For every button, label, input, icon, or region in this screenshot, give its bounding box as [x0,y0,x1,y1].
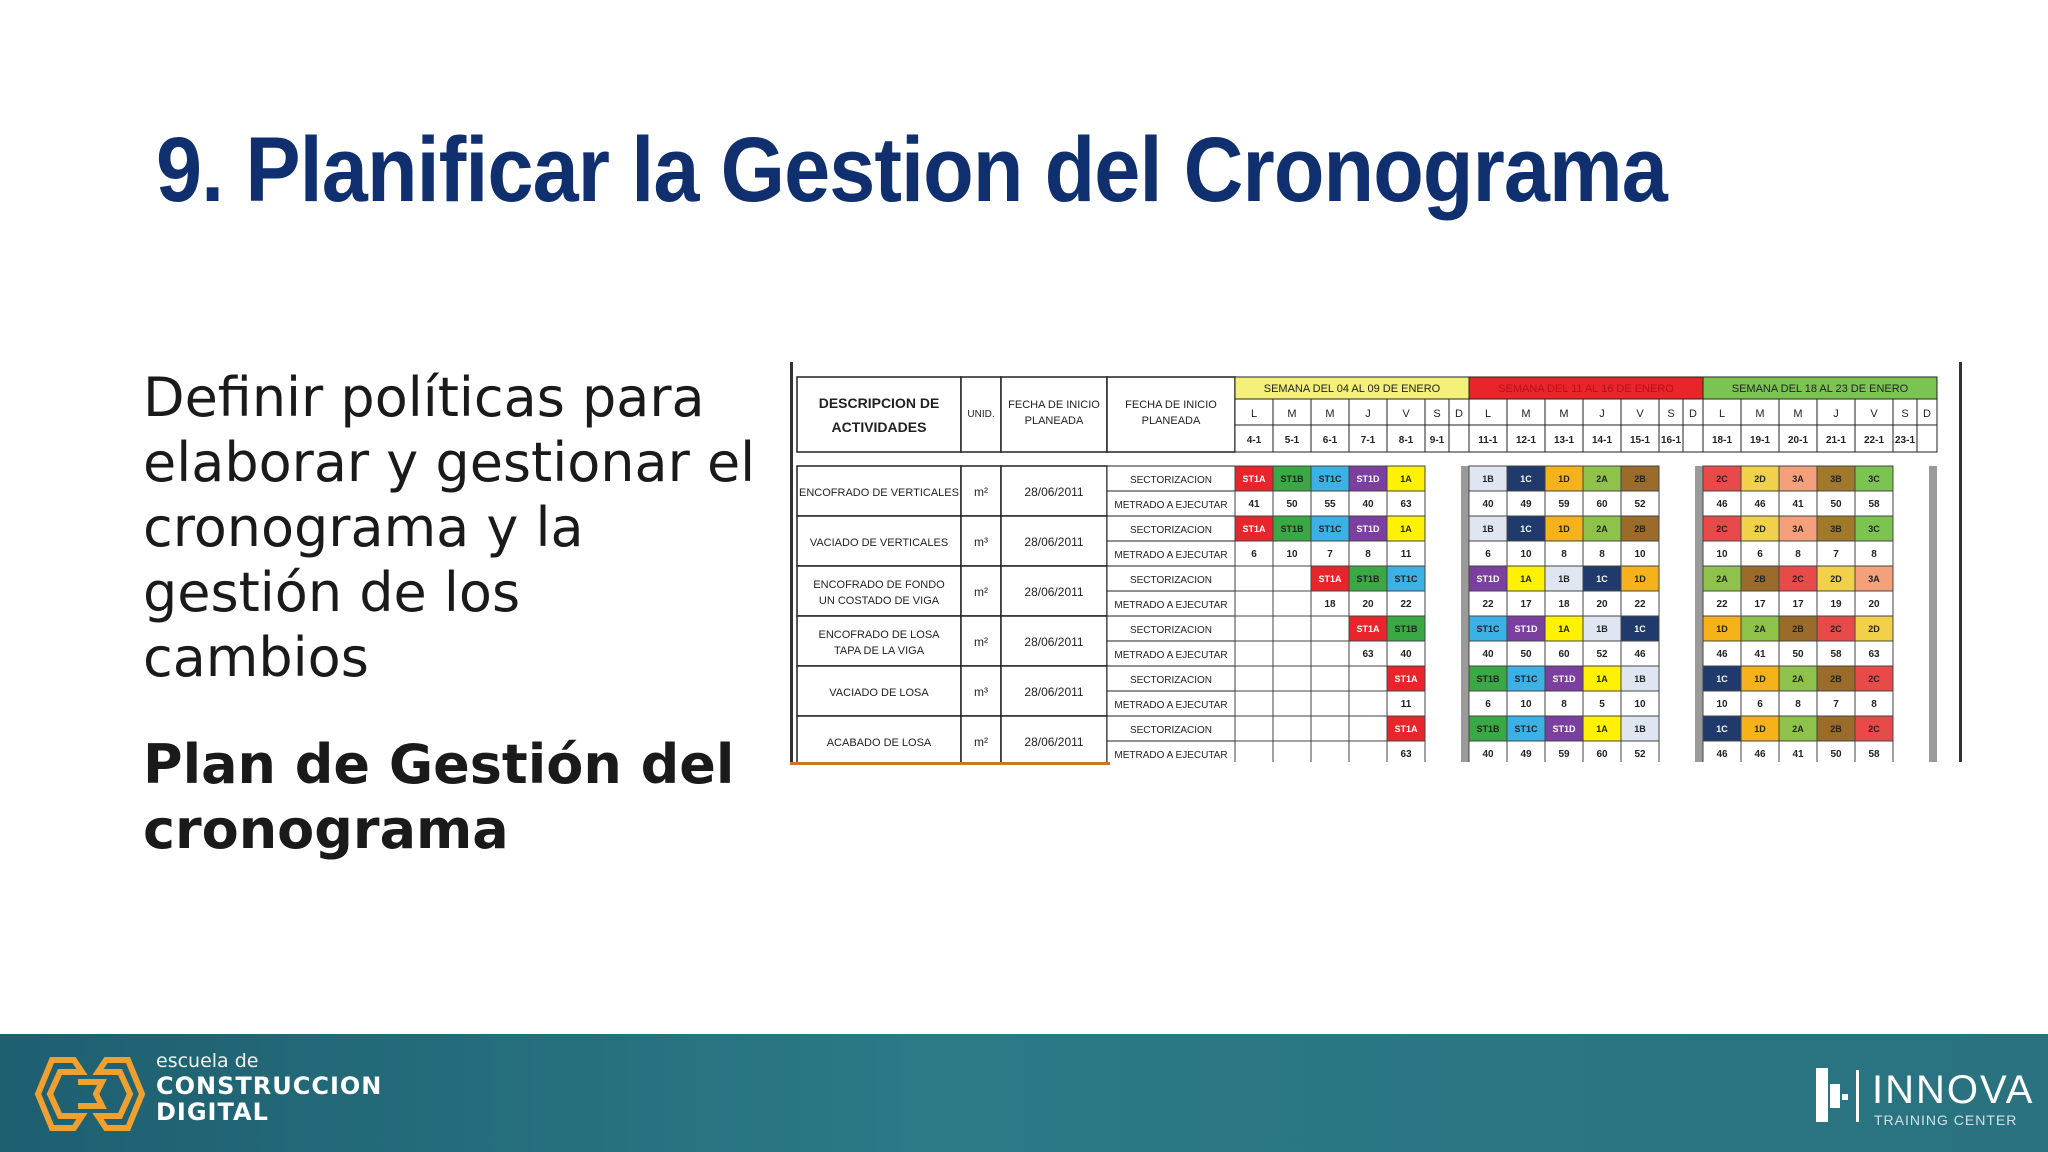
week-separator [1695,466,1703,762]
metrado-value: 19 [1830,599,1842,610]
header-desc-label: DESCRIPCION DE [818,395,940,411]
metrado-label: METRADO A EJECUTAR [1114,700,1228,711]
activity-date: 28/06/2011 [1024,485,1084,499]
metrado-value: 6 [1485,699,1491,710]
body-line: gestión de los cambios [143,561,521,689]
week-separator [1929,466,1937,762]
metrado-value: 63 [1868,649,1880,660]
day-header-label: S [1901,408,1909,420]
metrado-value: 6 [1757,699,1763,710]
sector-label: SECTORIZACION [1129,575,1213,586]
innova-logo-icon [1812,1060,1864,1130]
sector-code: 1B [1634,724,1646,734]
metrado-value: 40 [1400,649,1412,660]
sector-code: 3A [1868,574,1880,584]
metrado-label: METRADO A EJECUTAR [1114,500,1228,511]
metrado-value: 46 [1634,649,1646,660]
metrado-value: 60 [1596,749,1608,760]
date-header-cell [1449,425,1469,452]
metrado-value: 7 [1833,699,1839,710]
body-line: Definir políticas para [143,366,705,429]
sector-code: 1D [1754,724,1766,734]
activity-unit: m² [974,635,988,649]
orange-underline [790,762,1110,765]
metrado-value: 17 [1792,599,1804,610]
sector-code: 1C [1716,724,1728,734]
metrado-value: 46 [1716,499,1728,510]
header-desc-cell [797,377,961,452]
body-line: cronograma y la [143,496,584,559]
day-header-label: V [1636,408,1644,420]
date-header-label: 15-1 [1629,435,1651,446]
sector-code: 3A [1792,524,1804,534]
day-header-label: J [1833,408,1839,420]
sector-code: ST1C [1318,474,1342,484]
sector-code: 1C [1716,674,1728,684]
metrado-value: 60 [1596,499,1608,510]
activity-name: VACIADO DE VERTICALES [809,537,949,549]
sector-code: ST1A [1394,674,1418,684]
sector-code: ST1A [1356,624,1380,634]
sector-label: SECTORIZACION [1129,475,1213,486]
metrado-value: 50 [1286,499,1298,510]
date-header-label: 11-1 [1478,435,1498,446]
sector-cell [1273,566,1311,591]
sector-code: ST1B [1280,474,1304,484]
metrado-cell [1235,641,1273,666]
day-header-label: M [1521,408,1531,420]
sector-code: ST1D [1356,524,1380,534]
sector-code: 2C [1868,674,1880,684]
metrado-value: 8 [1599,549,1605,560]
sector-code: ST1D [1356,474,1380,484]
construccion-text: CONSTRUCCION [156,1072,383,1100]
metrado-cell [1235,741,1273,762]
schedule-table-image [790,362,1962,762]
metrado-value: 50 [1830,499,1842,510]
activity-date: 28/06/2011 [1024,685,1084,699]
sector-code: 2B [1830,724,1842,734]
activity-name: ENCOFRADO DE LOSA [818,629,940,641]
slide-title: 9. Planificar la Gestion del Cronograma [156,119,1667,221]
day-header-label: M [1325,408,1335,420]
schedule-table [793,362,1959,762]
sector-code: 1C [1596,574,1608,584]
day-header-label: M [1793,408,1803,420]
metrado-value: 58 [1868,749,1880,760]
metrado-value: 63 [1362,649,1374,660]
metrado-value: 8 [1871,549,1877,560]
metrado-value: 59 [1558,749,1570,760]
metrado-value: 22 [1400,599,1412,610]
metrado-value: 46 [1716,749,1728,760]
sector-cell [1273,616,1311,641]
sector-code: 2D [1830,574,1842,584]
header-date2-label: FECHA DE INICIO [1125,399,1217,411]
day-header-label: M [1559,408,1569,420]
date-header-label: 5-1 [1284,435,1300,446]
sector-code: ST1C [1514,674,1538,684]
activity-name: ACABADO DE LOSA [826,737,932,749]
sector-code: ST1B [1394,624,1418,634]
metrado-value: 40 [1482,649,1494,660]
metrado-value: 41 [1792,499,1804,510]
day-header-label: S [1667,408,1675,420]
metrado-value: 17 [1520,599,1532,610]
metrado-value: 6 [1251,549,1257,560]
sector-code: 2D [1754,474,1766,484]
sector-code: 1A [1400,524,1412,534]
metrado-value: 7 [1833,549,1839,560]
metrado-value: 52 [1596,649,1608,660]
day-header-label: D [1455,408,1463,420]
sector-code: 3C [1868,474,1880,484]
sector-code: 2B [1792,624,1804,634]
metrado-value: 18 [1558,599,1570,610]
metrado-value: 10 [1520,699,1532,710]
metrado-value: 60 [1558,649,1570,660]
week-separator [1461,466,1469,762]
date-header-label: 7-1 [1360,435,1376,446]
sector-code: 1B [1634,674,1646,684]
metrado-value: 41 [1248,499,1260,510]
sector-code: ST1C [1514,724,1538,734]
metrado-cell [1235,691,1273,716]
sector-code: 2A [1792,724,1804,734]
body-line: elaborar y gestionar el [143,431,756,494]
sector-cell [1311,716,1349,741]
metrado-value: 58 [1830,649,1842,660]
date-header-label: 4-1 [1246,435,1262,446]
metrado-value: 58 [1868,499,1880,510]
sector-code: 2B [1754,574,1766,584]
sector-code: 2C [1716,474,1728,484]
activity-unit: m³ [974,685,988,699]
sector-code: 1B [1482,524,1494,534]
sector-code: 3B [1830,524,1842,534]
metrado-value: 50 [1520,649,1532,660]
activity-name: VACIADO DE LOSA [829,687,929,699]
metrado-value: 10 [1634,699,1646,710]
activity-name: ENCOFRADO DE VERTICALES [799,487,959,499]
metrado-value: 11 [1400,549,1412,560]
sector-code: 2B [1830,674,1842,684]
metrado-cell [1349,691,1387,716]
day-header-label: S [1433,408,1441,420]
sector-code: ST1C [1476,624,1500,634]
metrado-value: 8 [1561,549,1567,560]
sector-code: 2C [1868,724,1880,734]
activity-name: UN COSTADO DE VIGA [818,595,940,607]
sector-label: SECTORIZACION [1129,625,1213,636]
metrado-value: 52 [1634,499,1646,510]
date-header-label: 22-1 [1863,435,1885,446]
metrado-value: 50 [1830,749,1842,760]
header-date2-label: PLANEADA [1141,415,1201,427]
plan-subtitle [143,732,763,862]
metrado-value: 40 [1482,749,1494,760]
plan-line: Plan de Gestión del [143,733,735,796]
metrado-value: 40 [1482,499,1494,510]
metrado-label: METRADO A EJECUTAR [1114,600,1228,611]
sector-code: ST1A [1394,724,1418,734]
sector-code: 1A [1558,624,1570,634]
metrado-value: 8 [1795,699,1801,710]
sector-code: 2A [1596,524,1608,534]
metrado-value: 8 [1365,549,1371,560]
sector-code: 2C [1830,624,1842,634]
metrado-value: 40 [1362,499,1374,510]
metrado-label: METRADO A EJECUTAR [1114,750,1228,761]
week-header-label: SEMANA DEL 18 AL 23 DE ENERO [1731,383,1909,395]
sector-code: ST1D [1476,574,1500,584]
plan-line: cronograma [143,798,509,861]
sector-code: ST1B [1356,574,1380,584]
day-header-label: M [1287,408,1297,420]
week-header-label: SEMANA DEL 04 AL 09 DE ENERO [1263,383,1441,395]
metrado-value: 8 [1871,699,1877,710]
date-header-label: 19-1 [1749,435,1771,446]
day-header-label: V [1870,408,1878,420]
metrado-label: METRADO A EJECUTAR [1114,550,1228,561]
sector-code: 2B [1634,524,1646,534]
date-header-label: 21-1 [1825,435,1847,446]
date-header-label: 20-1 [1787,435,1809,446]
sector-code: 1A [1400,474,1412,484]
activity-unit: m² [974,585,988,599]
sector-code: 2D [1868,624,1880,634]
sector-code: 1D [1558,474,1570,484]
metrado-value: 22 [1482,599,1494,610]
metrado-cell [1349,741,1387,762]
sector-code: 2C [1716,524,1728,534]
sector-cell [1235,616,1273,641]
sector-code: 2A [1716,574,1728,584]
metrado-value: 20 [1868,599,1880,610]
sector-code: 2D [1754,524,1766,534]
sector-code: ST1D [1552,674,1576,684]
metrado-cell [1273,641,1311,666]
date-header-label: 12-1 [1515,435,1537,446]
escuela-text: escuela de [156,1050,259,1072]
metrado-value: 46 [1716,649,1728,660]
date-header-label: 13-1 [1553,435,1575,446]
date-header-cell [1917,425,1937,452]
sector-label: SECTORIZACION [1129,675,1213,686]
activity-name: TAPA DE LA VIGA [833,645,925,657]
digital-text: DIGITAL [156,1098,269,1126]
week-header-label: SEMANA DEL 11 AL 16 DE ENERO [1498,383,1674,395]
day-header-label: V [1402,408,1410,420]
sector-cell [1349,716,1387,741]
day-header-label: M [1755,408,1765,420]
day-header-label: L [1250,408,1258,420]
sector-code: 1A [1596,724,1608,734]
metrado-value: 52 [1634,749,1646,760]
activity-name-cell [797,616,961,666]
sector-code: 1D [1716,624,1728,634]
sector-code: 1B [1558,574,1570,584]
metrado-cell [1235,591,1273,616]
sector-code: 1A [1520,574,1532,584]
metrado-value: 55 [1324,499,1336,510]
metrado-value: 46 [1754,499,1766,510]
activity-unit: m² [974,485,988,499]
sector-code: ST1C [1318,524,1342,534]
metrado-value: 6 [1757,549,1763,560]
metrado-value: 20 [1596,599,1608,610]
header-date-label: PLANEADA [1024,415,1084,427]
date-header-label: 8-1 [1398,435,1414,446]
date-header-label: 14-1 [1591,435,1613,446]
day-header-label: L [1718,408,1726,420]
sector-code: 2A [1596,474,1608,484]
sector-code: 2B [1634,474,1646,484]
metrado-value: 49 [1520,749,1532,760]
sector-cell [1349,666,1387,691]
day-header-label: J [1365,408,1371,420]
sector-cell [1311,616,1349,641]
sector-cell [1311,666,1349,691]
metrado-value: 17 [1754,599,1766,610]
header-unit-label: UNID. [967,409,995,420]
sector-code: 3C [1868,524,1880,534]
footer-bar [0,1034,2048,1152]
date-header-label: 18-1 [1711,435,1733,446]
header-desc-label: ACTIVIDADES [831,419,927,435]
metrado-value: 11 [1400,699,1412,710]
activity-date: 28/06/2011 [1024,585,1084,599]
date-header-cell [1683,425,1703,452]
metrado-cell [1311,691,1349,716]
metrado-cell [1311,741,1349,762]
metrado-cell [1273,691,1311,716]
day-header-label: D [1689,408,1697,420]
metrado-value: 5 [1599,699,1605,710]
sector-cell [1273,666,1311,691]
metrado-value: 41 [1792,749,1804,760]
metrado-cell [1273,591,1311,616]
sector-label: SECTORIZACION [1129,725,1213,736]
metrado-value: 41 [1754,649,1766,660]
date-header-label: 16-1 [1660,435,1682,446]
activity-name-cell [797,566,961,616]
sector-cell [1235,716,1273,741]
sector-code: 1B [1596,624,1608,634]
metrado-value: 10 [1716,699,1728,710]
sector-code: ST1A [1242,474,1266,484]
metrado-label: METRADO A EJECUTAR [1114,650,1228,661]
sector-code: 3A [1792,474,1804,484]
metrado-cell [1311,641,1349,666]
metrado-value: 10 [1286,549,1298,560]
sector-code: ST1B [1476,724,1500,734]
sector-code: 2C [1792,574,1804,584]
training-center-text: TRAINING CENTER [1874,1112,2018,1128]
activity-unit: m³ [974,535,988,549]
sector-code: ST1B [1280,524,1304,534]
sector-code: 1C [1520,474,1532,484]
sector-code: 1D [1634,574,1646,584]
metrado-value: 63 [1400,499,1412,510]
metrado-value: 59 [1558,499,1570,510]
sector-code: 2A [1754,624,1766,634]
sector-code: ST1D [1552,724,1576,734]
activity-date: 28/06/2011 [1024,635,1084,649]
metrado-value: 10 [1716,549,1728,560]
sector-code: 1C [1634,624,1646,634]
metrado-value: 6 [1485,549,1491,560]
activity-name: ENCOFRADO DE FONDO [813,579,945,591]
sector-code: 1D [1754,674,1766,684]
sector-code: ST1C [1394,574,1418,584]
metrado-value: 63 [1400,749,1412,760]
sector-label: SECTORIZACION [1129,525,1213,536]
day-header-label: J [1599,408,1605,420]
sector-code: ST1D [1514,624,1538,634]
day-header-label: L [1484,408,1492,420]
sector-code: 3B [1830,474,1842,484]
sector-cell [1235,666,1273,691]
sector-code: 1D [1558,524,1570,534]
sector-code: 2A [1792,674,1804,684]
day-header-label: D [1923,408,1931,420]
metrado-value: 22 [1716,599,1728,610]
innova-text: INNOVA [1872,1068,2035,1112]
metrado-value: 22 [1634,599,1646,610]
metrado-value: 10 [1634,549,1646,560]
sector-code: 1C [1520,524,1532,534]
sector-code: 1B [1482,474,1494,484]
activity-date: 28/06/2011 [1024,735,1084,749]
metrado-cell [1273,741,1311,762]
sector-code: ST1B [1476,674,1500,684]
metrado-value: 8 [1795,549,1801,560]
header-date-label: FECHA DE INICIO [1008,399,1100,411]
metrado-value: 10 [1520,549,1532,560]
date-header-label: 6-1 [1322,435,1338,446]
metrado-value: 46 [1754,749,1766,760]
activity-unit: m² [974,735,988,749]
metrado-value: 49 [1520,499,1532,510]
sector-cell [1235,566,1273,591]
date-header-label: 9-1 [1429,435,1445,446]
date-header-label: 23-1 [1894,435,1916,446]
metrado-value: 20 [1362,599,1374,610]
metrado-value: 8 [1561,699,1567,710]
body-text [143,365,763,690]
sector-code: ST1A [1318,574,1342,584]
sector-code: ST1A [1242,524,1266,534]
metrado-value: 18 [1324,599,1336,610]
metrado-value: 50 [1792,649,1804,660]
sector-cell [1273,716,1311,741]
metrado-value: 7 [1327,549,1333,560]
activity-date: 28/06/2011 [1024,535,1084,549]
sector-code: 1A [1596,674,1608,684]
